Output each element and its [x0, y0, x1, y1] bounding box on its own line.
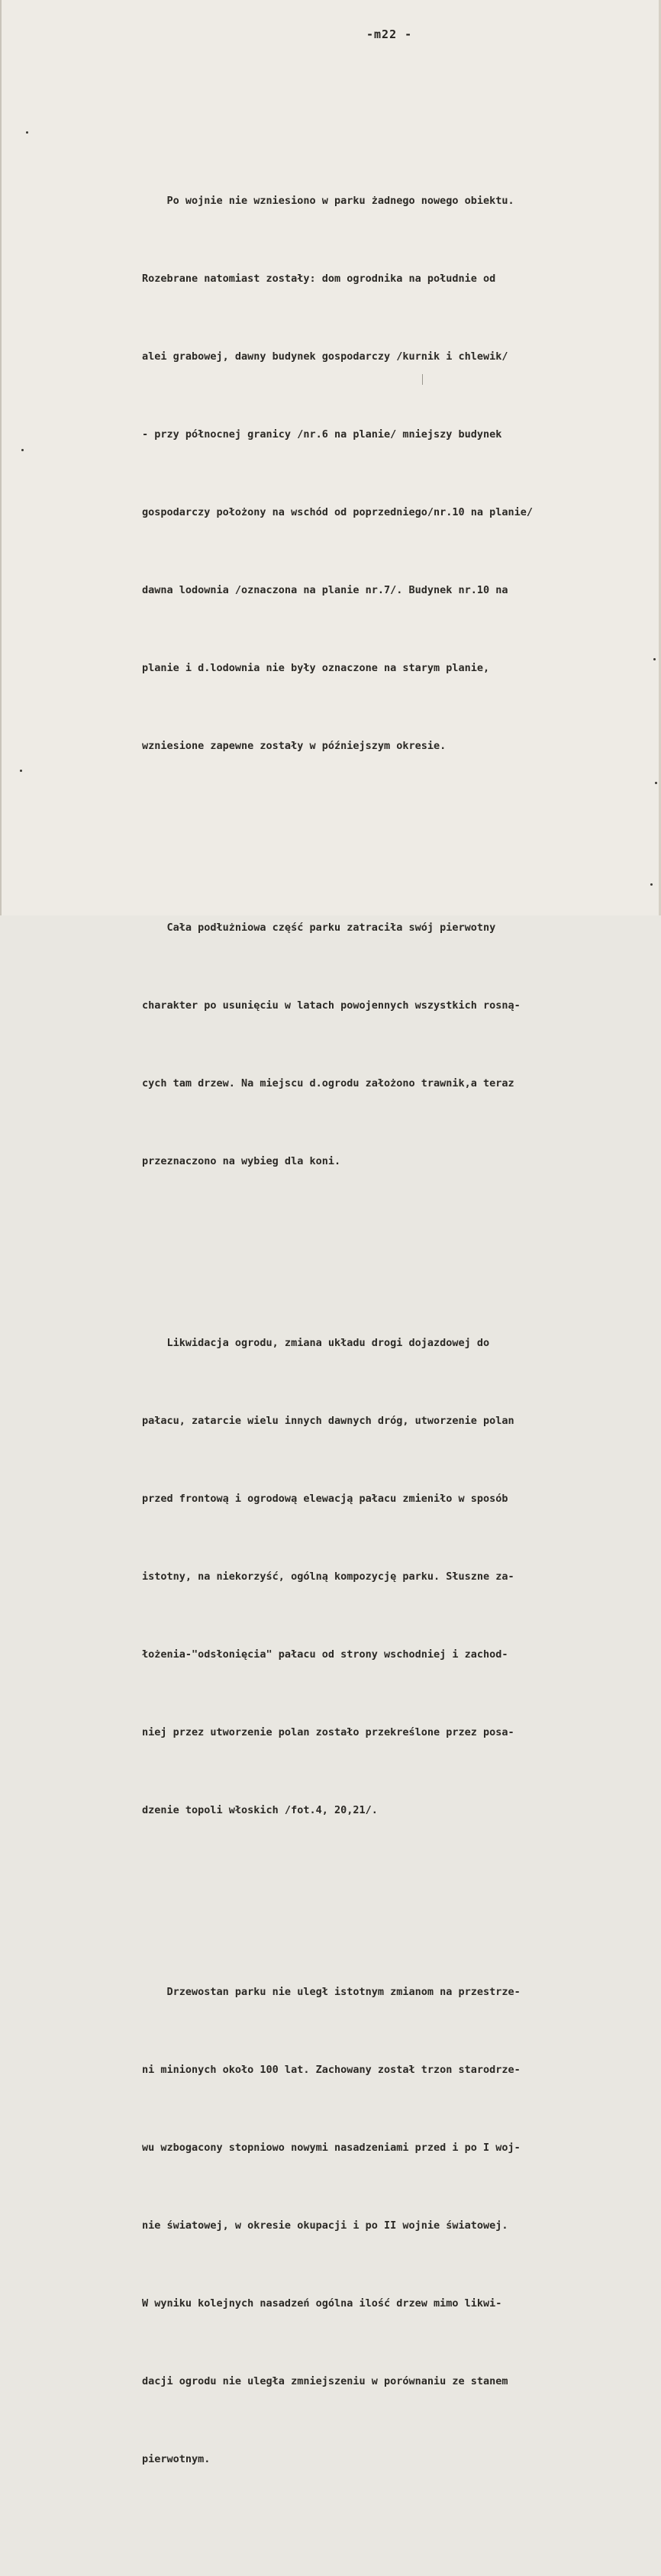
text-line: Rozebrane natomiast zostały: dom ogrodnika na południe od: [142, 273, 496, 285]
paper-speck: [653, 658, 656, 660]
text-line: - przy północnej granicy /nr.6 na planie/ mniejszy budynek: [142, 428, 502, 441]
text-line: Drzewostan parku nie uległ istotnym zmianom na przestrze-: [142, 1986, 521, 1998]
paper-speck: [655, 782, 657, 784]
text-line: wzniesione zapewne zostały w późniejszym okresie.: [142, 740, 447, 752]
text-line: planie i d.lodownia nie były oznaczone na starym planie,: [142, 662, 490, 674]
text-line: niej przez utworzenie polan zostało przekreślone przez posa-: [142, 1726, 514, 1738]
paper-mark: [422, 374, 423, 385]
text-line: nie światowej, w okresie okupacji i po II wojnie światowej.: [142, 2219, 508, 2232]
text-line: Likwidacja ogrodu, zmiana układu drogi dojazdowej do: [142, 1337, 490, 1349]
paper-speck: [26, 131, 28, 134]
text-line: W wyniku kolejnych nasadzeń ogólna ilość drzew mimo likwi-: [142, 2297, 502, 2310]
text-line: łożenia-"odsłonięcia" pałacu od strony wschodniej i zachod-: [142, 1648, 508, 1661]
paragraph: [142, 1278, 653, 1875]
text-line: gospodarczy położony na wschód od poprzedniego/nr.10 na planie/: [142, 506, 534, 518]
paper-speck: [20, 770, 22, 772]
text-line: dawna lodownia /oznaczona na planie nr.7/. Budynek nr.10 na: [142, 584, 508, 596]
paper-speck: [650, 883, 653, 886]
paragraph: [142, 136, 653, 811]
paragraph: [142, 863, 653, 1226]
text-line: pierwotnym.: [142, 2453, 211, 2465]
document-body: [142, 84, 653, 2576]
text-line: alei grabowej, dawny budynek gospodarczy /kurnik i chlewik/: [142, 350, 508, 363]
text-line: pałacu, zatarcie wielu innych dawnych dróg, utworzenie polan: [142, 1415, 514, 1427]
text-line: dzenie topoli włoskich /fot.4, 20,21/.: [142, 1804, 378, 1816]
paragraph: [142, 1927, 653, 2524]
paper-speck: [21, 449, 24, 451]
text-line: przeznaczono na wybieg dla koni.: [142, 1155, 341, 1167]
text-line: dacji ogrodu nie uległa zmniejszeniu w porównaniu ze stanem: [142, 2375, 508, 2387]
text-line: Cała podłużniowa część parku zatraciła swój pierwotny: [142, 922, 496, 934]
text-line: charakter po usunięciu w latach powojennych wszystkich rosną-: [142, 999, 521, 1012]
page-number: -m22 -: [366, 27, 413, 41]
text-line: ni minionych około 100 lat. Zachowany został trzon starodrze-: [142, 2064, 521, 2076]
text-line: Po wojnie nie wzniesiono w parku żadnego nowego obiektu.: [142, 195, 514, 207]
text-line: istotny, na niekorzyść, ogólną kompozycję parku. Słuszne za-: [142, 1570, 514, 1583]
text-line: cych tam drzew. Na miejscu d.ogrodu założono trawnik,a teraz: [142, 1077, 514, 1089]
text-line: wu wzbogacony stopniowo nowymi nasadzeniami przed i po I woj-: [142, 2142, 521, 2154]
text-line: przed frontową i ogrodową elewacją pałacu zmieniło w sposób: [142, 1493, 508, 1505]
